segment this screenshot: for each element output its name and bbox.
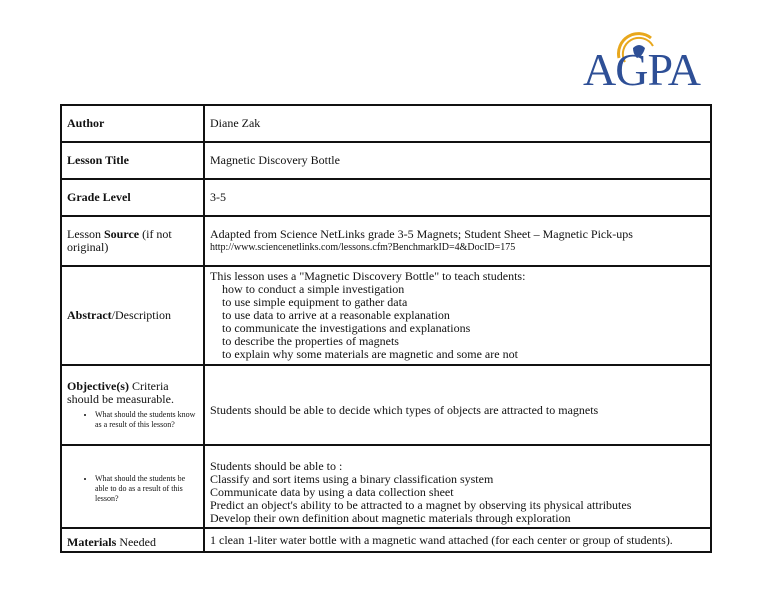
logo-text: AGPA xyxy=(583,44,701,95)
table-row-title xyxy=(61,142,711,179)
table-row-author xyxy=(61,105,711,142)
table-row-source: Lesson Source (if not original) Adapted from Science NetLinks grade 3-5 Magnets; Student Sheet – Magnetic Pick-ups http://www.sciencenetlinks.com/lessons.cfm?BenchmarkID=4&DocID=175 xyxy=(61,216,711,266)
objective-do-item: Classify and sort items using a binary classification system xyxy=(210,472,494,486)
author-label: Author xyxy=(67,116,105,130)
author-value: Diane Zak xyxy=(204,105,711,142)
materials-label: Materials xyxy=(67,535,117,549)
lesson-plan-table xyxy=(60,104,712,553)
grade-value: 3-5 xyxy=(204,179,711,216)
table-row-abstract: Abstract/Description This lesson uses a "Magnetic Discovery Bottle" to teach students: how to conduct a simple investigation to use simple equipment to gather data to use data to arrive at a reasonable explanation to communicate the investigations and explanations to describe the properties of magnets to explain why some materials are magnetic and some are not xyxy=(61,266,711,365)
abstract-intro: This lesson uses a "Magnetic Discovery Bottle" to teach students: xyxy=(210,269,526,283)
abstract-item: to communicate the investigations and explanations xyxy=(222,321,471,335)
title-value: Magnetic Discovery Bottle xyxy=(204,142,711,179)
grade-label: Grade Level xyxy=(67,190,131,204)
agpa-logo xyxy=(583,28,713,94)
objective-know-value: Students should be able to decide which types of objects are attracted to magnets xyxy=(204,365,711,445)
objective-know-bullet: • What should the students know as a result of this lesson? xyxy=(95,410,198,430)
objective-do-item: Develop their own definition about magnetic materials through exploration xyxy=(210,511,571,525)
materials-value: 1 clean 1-liter water bottle with a magnetic wand attached (for each center or group of students). xyxy=(204,528,711,552)
source-value: Adapted from Science NetLinks grade 3-5 Magnets; Student Sheet – Magnetic Pick-ups xyxy=(210,227,633,241)
source-url: http://www.sciencenetlinks.com/lessons.cfm?BenchmarkID=4&DocID=175 xyxy=(210,242,516,253)
abstract-item: to explain why some materials are magnetic and some are not xyxy=(222,347,518,361)
table-row-materials: Materials Needed 1 clean 1-liter water bottle with a magnetic wand attached (for each center or group of students). xyxy=(61,528,711,552)
table-row-grade xyxy=(61,179,711,216)
abstract-item: to describe the properties of magnets xyxy=(222,334,399,348)
objective-do-item: Predict an object's ability to be attracted to a magnet by observing its physical attributes xyxy=(210,498,632,512)
objective-do-item: Communicate data by using a data collection sheet xyxy=(210,485,454,499)
table-row-objective-know: Objective(s) Criteria should be measurable. • What should the students know as a result of this lesson? Students should be able to decide which types of objects are attracted to magnets xyxy=(61,365,711,445)
abstract-item: how to conduct a simple investigation xyxy=(222,282,405,296)
objective-do-intro: Students should be able to : xyxy=(210,459,343,473)
title-label: Lesson Title xyxy=(67,153,129,167)
table-row-objective-do xyxy=(61,445,711,528)
abstract-item: to use simple equipment to gather data xyxy=(222,295,408,309)
abstract-item: to use data to arrive at a reasonable explanation xyxy=(222,308,450,322)
objective-do-bullet: • What should the students be able to do as a result of this lesson? xyxy=(95,474,198,504)
source-label: Source xyxy=(104,227,140,241)
abstract-label: Abstract xyxy=(67,308,112,322)
objective-label: Objective(s) xyxy=(67,379,129,393)
